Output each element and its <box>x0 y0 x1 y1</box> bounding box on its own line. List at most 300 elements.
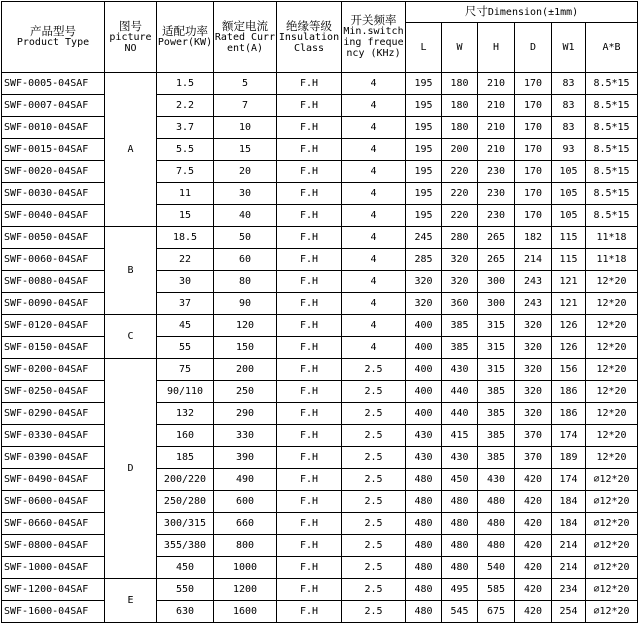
dim-w-cell: 220 <box>442 205 478 227</box>
frequency-cell: 4 <box>342 293 406 315</box>
dim-w-cell: 480 <box>442 513 478 535</box>
frequency-cell: 4 <box>342 249 406 271</box>
dim-w-cell: 180 <box>442 117 478 139</box>
model-cell: SWF-0150-04SAF <box>2 337 105 359</box>
insulation-cell: F.H <box>277 579 342 601</box>
dim-w-cell: 480 <box>442 535 478 557</box>
model-cell: SWF-0010-04SAF <box>2 117 105 139</box>
dim-w1-cell: 121 <box>552 271 586 293</box>
dim-w1-cell: 105 <box>552 205 586 227</box>
model-cell: SWF-1200-04SAF <box>2 579 105 601</box>
frequency-cell: 2.5 <box>342 535 406 557</box>
dim-ab-cell: 11*18 <box>586 227 638 249</box>
header-current-en: Rated Current(A) <box>214 31 276 54</box>
table-row <box>2 535 638 557</box>
dim-l-cell: 195 <box>406 139 442 161</box>
table-row <box>2 359 638 381</box>
power-cell: 2.2 <box>157 95 214 117</box>
insulation-cell: F.H <box>277 535 342 557</box>
dim-d-cell: 170 <box>515 117 552 139</box>
dim-w-cell: 220 <box>442 183 478 205</box>
dim-w-cell: 545 <box>442 601 478 623</box>
dim-l-cell: 400 <box>406 315 442 337</box>
insulation-cell: F.H <box>277 271 342 293</box>
header-dimension-zh: 尺寸 <box>464 4 488 18</box>
dim-ab-cell: 8.5*15 <box>586 139 638 161</box>
table-row <box>2 447 638 469</box>
table-row <box>2 491 638 513</box>
power-cell: 185 <box>157 447 214 469</box>
dim-l-cell: 480 <box>406 491 442 513</box>
table-row <box>2 249 638 271</box>
model-cell: SWF-0015-04SAF <box>2 139 105 161</box>
header-product-type <box>2 2 105 73</box>
dim-w1-cell: 83 <box>552 95 586 117</box>
dim-ab-cell: 8.5*15 <box>586 161 638 183</box>
dim-w1-cell: 105 <box>552 183 586 205</box>
dim-h-cell: 385 <box>478 425 515 447</box>
dim-l-cell: 195 <box>406 183 442 205</box>
insulation-cell: F.H <box>277 381 342 403</box>
dim-w-cell: 180 <box>442 73 478 95</box>
dim-l-cell: 400 <box>406 337 442 359</box>
dim-d-cell: 420 <box>515 579 552 601</box>
header-frequency-zh: 开关频率 <box>350 13 397 27</box>
dim-h-cell: 385 <box>478 381 515 403</box>
model-cell: SWF-0005-04SAF <box>2 73 105 95</box>
dim-w1-cell: 184 <box>552 513 586 535</box>
frequency-cell: 2.5 <box>342 513 406 535</box>
dim-h-cell: 675 <box>478 601 515 623</box>
model-cell: SWF-0330-04SAF <box>2 425 105 447</box>
dim-d-cell: 320 <box>515 403 552 425</box>
current-cell: 1200 <box>214 579 277 601</box>
power-cell: 132 <box>157 403 214 425</box>
power-cell: 160 <box>157 425 214 447</box>
dim-w-cell: 320 <box>442 249 478 271</box>
dim-ab-cell: ⌀12*20 <box>586 579 638 601</box>
dim-d-cell: 420 <box>515 513 552 535</box>
dim-d-cell: 320 <box>515 315 552 337</box>
model-cell: SWF-0600-04SAF <box>2 491 105 513</box>
model-cell: SWF-0060-04SAF <box>2 249 105 271</box>
dim-d-cell: 243 <box>515 271 552 293</box>
insulation-cell: F.H <box>277 161 342 183</box>
dim-ab-cell: 8.5*15 <box>586 73 638 95</box>
dim-w1-cell: 126 <box>552 315 586 337</box>
dim-ab-cell: 8.5*15 <box>586 117 638 139</box>
dim-d-cell: 320 <box>515 359 552 381</box>
insulation-cell: F.H <box>277 491 342 513</box>
dim-l-cell: 430 <box>406 425 442 447</box>
dim-l-cell: 480 <box>406 601 442 623</box>
frequency-cell: 4 <box>342 73 406 95</box>
dim-ab-cell: 12*20 <box>586 403 638 425</box>
current-cell: 50 <box>214 227 277 249</box>
frequency-cell: 4 <box>342 315 406 337</box>
dim-w1-cell: 174 <box>552 425 586 447</box>
header-dim-ab: A*B <box>586 23 638 73</box>
dim-h-cell: 230 <box>478 205 515 227</box>
insulation-cell: F.H <box>277 95 342 117</box>
dim-ab-cell: ⌀12*20 <box>586 601 638 623</box>
frequency-cell: 2.5 <box>342 425 406 447</box>
dim-w-cell: 280 <box>442 227 478 249</box>
dim-d-cell: 182 <box>515 227 552 249</box>
dim-d-cell: 420 <box>515 491 552 513</box>
dim-w-cell: 480 <box>442 491 478 513</box>
model-cell: SWF-0020-04SAF <box>2 161 105 183</box>
dim-w1-cell: 83 <box>552 73 586 95</box>
dim-d-cell: 214 <box>515 249 552 271</box>
current-cell: 7 <box>214 95 277 117</box>
dim-ab-cell: ⌀12*20 <box>586 491 638 513</box>
dim-w-cell: 180 <box>442 95 478 117</box>
dim-w-cell: 415 <box>442 425 478 447</box>
table-row <box>2 271 638 293</box>
dim-w-cell: 440 <box>442 381 478 403</box>
frequency-cell: 2.5 <box>342 469 406 491</box>
table-row <box>2 403 638 425</box>
header-power-en: Power(KW) <box>157 37 213 48</box>
dim-l-cell: 285 <box>406 249 442 271</box>
dim-l-cell: 195 <box>406 73 442 95</box>
dim-ab-cell: 12*20 <box>586 337 638 359</box>
insulation-cell: F.H <box>277 425 342 447</box>
table-row <box>2 557 638 579</box>
frequency-cell: 4 <box>342 337 406 359</box>
current-cell: 80 <box>214 271 277 293</box>
dim-ab-cell: 8.5*15 <box>586 183 638 205</box>
power-cell: 7.5 <box>157 161 214 183</box>
dim-w-cell: 480 <box>442 557 478 579</box>
dim-h-cell: 480 <box>478 513 515 535</box>
dim-ab-cell: ⌀12*20 <box>586 535 638 557</box>
power-cell: 55 <box>157 337 214 359</box>
picture-group-cell: A <box>105 73 157 227</box>
insulation-cell: F.H <box>277 249 342 271</box>
dim-h-cell: 315 <box>478 337 515 359</box>
current-cell: 290 <box>214 403 277 425</box>
dim-d-cell: 420 <box>515 601 552 623</box>
insulation-cell: F.H <box>277 227 342 249</box>
power-cell: 355/380 <box>157 535 214 557</box>
dim-h-cell: 315 <box>478 359 515 381</box>
dim-w1-cell: 186 <box>552 403 586 425</box>
frequency-cell: 4 <box>342 227 406 249</box>
table-row <box>2 161 638 183</box>
dim-h-cell: 385 <box>478 403 515 425</box>
model-cell: SWF-0090-04SAF <box>2 293 105 315</box>
dim-d-cell: 170 <box>515 95 552 117</box>
dim-l-cell: 480 <box>406 469 442 491</box>
power-cell: 30 <box>157 271 214 293</box>
dim-h-cell: 480 <box>478 491 515 513</box>
dim-l-cell: 195 <box>406 117 442 139</box>
power-cell: 200/220 <box>157 469 214 491</box>
power-cell: 300/315 <box>157 513 214 535</box>
dim-h-cell: 265 <box>478 227 515 249</box>
header-power <box>157 2 214 73</box>
current-cell: 800 <box>214 535 277 557</box>
frequency-cell: 2.5 <box>342 491 406 513</box>
power-cell: 75 <box>157 359 214 381</box>
dim-ab-cell: 8.5*15 <box>586 205 638 227</box>
header-power-zh: 适配功率 <box>162 24 208 38</box>
table-row <box>2 381 638 403</box>
dim-w1-cell: 121 <box>552 293 586 315</box>
model-cell: SWF-0040-04SAF <box>2 205 105 227</box>
insulation-cell: F.H <box>277 513 342 535</box>
current-cell: 40 <box>214 205 277 227</box>
model-cell: SWF-0200-04SAF <box>2 359 105 381</box>
table-row <box>2 337 638 359</box>
dim-l-cell: 480 <box>406 579 442 601</box>
dim-w-cell: 385 <box>442 337 478 359</box>
model-cell: SWF-0250-04SAF <box>2 381 105 403</box>
dim-w-cell: 430 <box>442 447 478 469</box>
dim-w-cell: 440 <box>442 403 478 425</box>
dim-h-cell: 385 <box>478 447 515 469</box>
frequency-cell: 4 <box>342 95 406 117</box>
power-cell: 630 <box>157 601 214 623</box>
dim-h-cell: 540 <box>478 557 515 579</box>
header-dimension <box>406 2 638 23</box>
dim-w-cell: 450 <box>442 469 478 491</box>
model-cell: SWF-0030-04SAF <box>2 183 105 205</box>
dim-w1-cell: 189 <box>552 447 586 469</box>
frequency-cell: 2.5 <box>342 381 406 403</box>
table-row <box>2 601 638 623</box>
dim-w1-cell: 234 <box>552 579 586 601</box>
current-cell: 20 <box>214 161 277 183</box>
dim-d-cell: 170 <box>515 139 552 161</box>
table-row <box>2 513 638 535</box>
dim-d-cell: 420 <box>515 557 552 579</box>
power-cell: 37 <box>157 293 214 315</box>
dim-w1-cell: 214 <box>552 535 586 557</box>
table-row <box>2 205 638 227</box>
current-cell: 10 <box>214 117 277 139</box>
header-picture-zh: 图号 <box>119 18 142 33</box>
current-cell: 15 <box>214 139 277 161</box>
frequency-cell: 4 <box>342 161 406 183</box>
frequency-cell: 2.5 <box>342 557 406 579</box>
current-cell: 200 <box>214 359 277 381</box>
dim-w1-cell: 126 <box>552 337 586 359</box>
dim-d-cell: 320 <box>515 381 552 403</box>
power-cell: 550 <box>157 579 214 601</box>
dim-w1-cell: 214 <box>552 557 586 579</box>
picture-group-cell: B <box>105 227 157 315</box>
current-cell: 1600 <box>214 601 277 623</box>
dim-h-cell: 230 <box>478 161 515 183</box>
dim-ab-cell: 8.5*15 <box>586 95 638 117</box>
dim-d-cell: 243 <box>515 293 552 315</box>
dim-w1-cell: 93 <box>552 139 586 161</box>
table-row <box>2 469 638 491</box>
dim-d-cell: 370 <box>515 447 552 469</box>
model-cell: SWF-0660-04SAF <box>2 513 105 535</box>
power-cell: 250/280 <box>157 491 214 513</box>
power-cell: 5.5 <box>157 139 214 161</box>
dim-h-cell: 300 <box>478 271 515 293</box>
dim-w1-cell: 186 <box>552 381 586 403</box>
frequency-cell: 4 <box>342 117 406 139</box>
table-row <box>2 73 638 95</box>
dim-w-cell: 360 <box>442 293 478 315</box>
dim-h-cell: 315 <box>478 315 515 337</box>
dim-w-cell: 385 <box>442 315 478 337</box>
dim-h-cell: 300 <box>478 293 515 315</box>
dim-l-cell: 480 <box>406 513 442 535</box>
dim-ab-cell: 11*18 <box>586 249 638 271</box>
dim-d-cell: 370 <box>515 425 552 447</box>
insulation-cell: F.H <box>277 183 342 205</box>
dim-w1-cell: 115 <box>552 249 586 271</box>
dim-d-cell: 170 <box>515 183 552 205</box>
frequency-cell: 4 <box>342 139 406 161</box>
dim-ab-cell: 12*20 <box>586 425 638 447</box>
dim-h-cell: 210 <box>478 117 515 139</box>
dim-l-cell: 195 <box>406 161 442 183</box>
dim-ab-cell: 12*20 <box>586 293 638 315</box>
current-cell: 30 <box>214 183 277 205</box>
current-cell: 60 <box>214 249 277 271</box>
power-cell: 11 <box>157 183 214 205</box>
power-cell: 15 <box>157 205 214 227</box>
insulation-cell: F.H <box>277 557 342 579</box>
dim-d-cell: 170 <box>515 205 552 227</box>
picture-group-cell: D <box>105 359 157 579</box>
dim-h-cell: 210 <box>478 139 515 161</box>
table-row <box>2 579 638 601</box>
dim-ab-cell: ⌀12*20 <box>586 469 638 491</box>
model-cell: SWF-0080-04SAF <box>2 271 105 293</box>
frequency-cell: 2.5 <box>342 601 406 623</box>
dim-ab-cell: 12*20 <box>586 359 638 381</box>
header-current-zh: 额定电流 <box>222 18 268 33</box>
frequency-cell: 2.5 <box>342 447 406 469</box>
power-cell: 450 <box>157 557 214 579</box>
table-row <box>2 315 638 337</box>
dim-d-cell: 420 <box>515 535 552 557</box>
current-cell: 120 <box>214 315 277 337</box>
header-insulation-zh: 绝缘等级 <box>286 18 332 33</box>
insulation-cell: F.H <box>277 73 342 95</box>
dim-h-cell: 430 <box>478 469 515 491</box>
dim-h-cell: 230 <box>478 183 515 205</box>
table-row <box>2 95 638 117</box>
insulation-cell: F.H <box>277 293 342 315</box>
model-cell: SWF-0120-04SAF <box>2 315 105 337</box>
insulation-cell: F.H <box>277 117 342 139</box>
dim-w1-cell: 174 <box>552 469 586 491</box>
insulation-cell: F.H <box>277 205 342 227</box>
header-dim-d: D <box>515 23 552 73</box>
current-cell: 490 <box>214 469 277 491</box>
spec-table <box>1 1 638 623</box>
header-product-type-zh: 产品型号 <box>30 24 76 38</box>
insulation-cell: F.H <box>277 359 342 381</box>
dim-l-cell: 195 <box>406 205 442 227</box>
frequency-cell: 2.5 <box>342 579 406 601</box>
model-cell: SWF-1000-04SAF <box>2 557 105 579</box>
dim-w-cell: 430 <box>442 359 478 381</box>
dim-w1-cell: 105 <box>552 161 586 183</box>
header-dim-h: H <box>478 23 515 73</box>
power-cell: 22 <box>157 249 214 271</box>
current-cell: 600 <box>214 491 277 513</box>
power-cell: 18.5 <box>157 227 214 249</box>
table-row <box>2 227 638 249</box>
dim-d-cell: 170 <box>515 73 552 95</box>
header-insulation <box>277 2 342 73</box>
table-row <box>2 425 638 447</box>
header-dim-w: W <box>442 23 478 73</box>
dim-l-cell: 195 <box>406 95 442 117</box>
frequency-cell: 4 <box>342 271 406 293</box>
dim-ab-cell: 12*20 <box>586 271 638 293</box>
dim-ab-cell: 12*20 <box>586 381 638 403</box>
current-cell: 660 <box>214 513 277 535</box>
dim-l-cell: 400 <box>406 381 442 403</box>
picture-group-cell: C <box>105 315 157 359</box>
dim-d-cell: 420 <box>515 469 552 491</box>
dim-w1-cell: 254 <box>552 601 586 623</box>
current-cell: 5 <box>214 73 277 95</box>
power-cell: 45 <box>157 315 214 337</box>
dim-l-cell: 400 <box>406 403 442 425</box>
insulation-cell: F.H <box>277 601 342 623</box>
model-cell: SWF-0390-04SAF <box>2 447 105 469</box>
header-picture-en: picture NO <box>109 31 152 54</box>
table-row <box>2 293 638 315</box>
model-cell: SWF-0490-04SAF <box>2 469 105 491</box>
header-picture <box>105 2 157 73</box>
current-cell: 330 <box>214 425 277 447</box>
dim-w-cell: 200 <box>442 139 478 161</box>
insulation-cell: F.H <box>277 447 342 469</box>
current-cell: 390 <box>214 447 277 469</box>
header-product-type-en: Product Type <box>16 37 90 48</box>
frequency-cell: 2.5 <box>342 359 406 381</box>
insulation-cell: F.H <box>277 139 342 161</box>
picture-group-cell: E <box>105 579 157 623</box>
frequency-cell: 2.5 <box>342 403 406 425</box>
dim-ab-cell: 12*20 <box>586 447 638 469</box>
insulation-cell: F.H <box>277 315 342 337</box>
header-frequency-en: Min.switching frequency (KHz) <box>343 26 404 59</box>
header-insulation-en: Insulation Class <box>278 31 340 54</box>
dim-w1-cell: 184 <box>552 491 586 513</box>
dim-h-cell: 210 <box>478 73 515 95</box>
dim-l-cell: 400 <box>406 359 442 381</box>
power-cell: 3.7 <box>157 117 214 139</box>
dim-l-cell: 245 <box>406 227 442 249</box>
dim-h-cell: 585 <box>478 579 515 601</box>
dim-h-cell: 480 <box>478 535 515 557</box>
dim-l-cell: 320 <box>406 271 442 293</box>
dim-h-cell: 210 <box>478 95 515 117</box>
header-current <box>214 2 277 73</box>
model-cell: SWF-0290-04SAF <box>2 403 105 425</box>
dim-w1-cell: 115 <box>552 227 586 249</box>
power-cell: 1.5 <box>157 73 214 95</box>
model-cell: SWF-0050-04SAF <box>2 227 105 249</box>
dim-d-cell: 320 <box>515 337 552 359</box>
insulation-cell: F.H <box>277 403 342 425</box>
